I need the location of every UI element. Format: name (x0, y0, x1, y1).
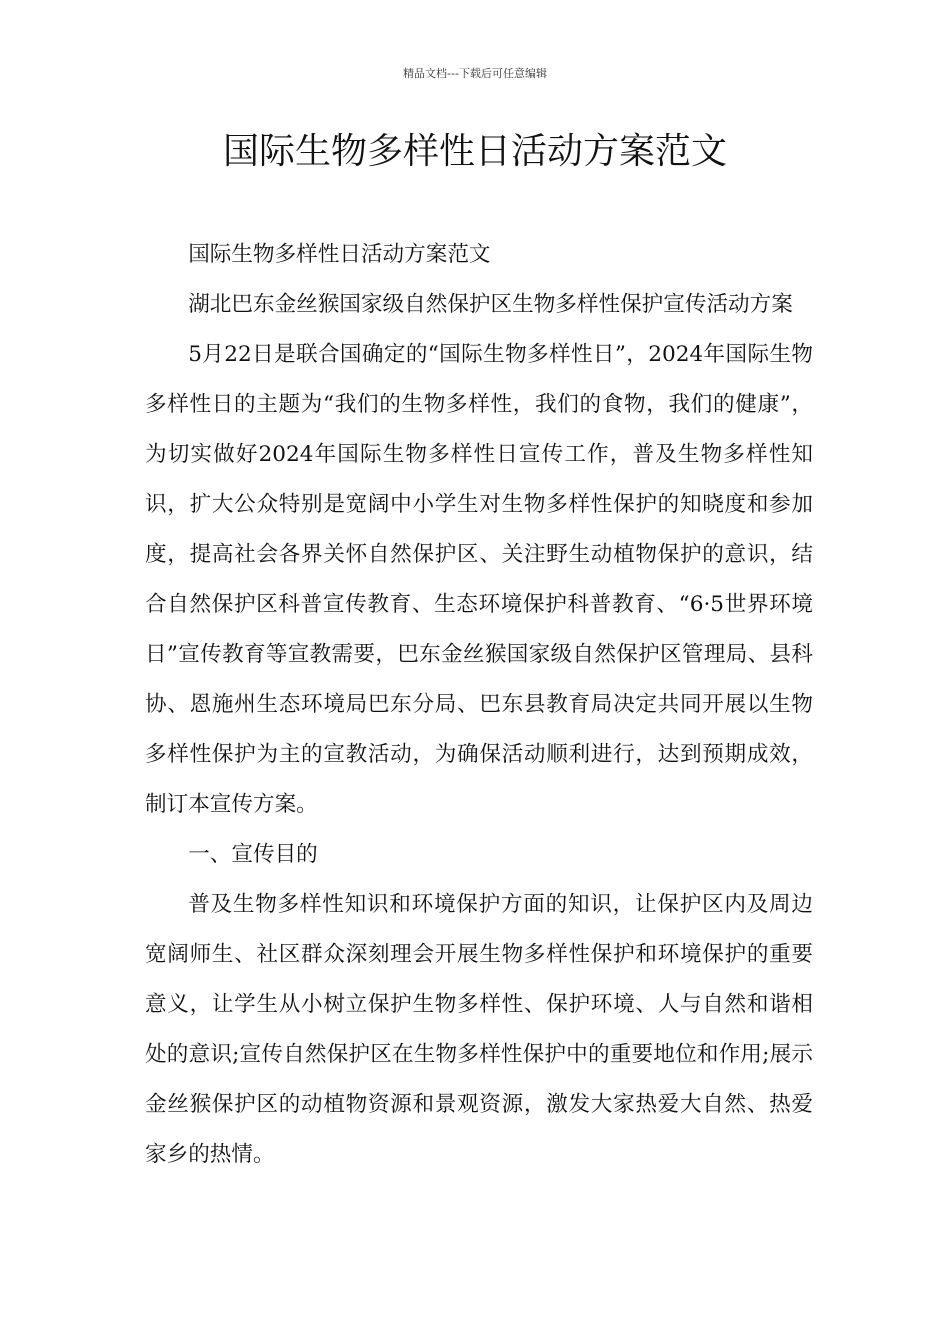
section-heading-purpose: 一、宣传目的 (188, 842, 318, 867)
document-title: 国际生物多样性日活动方案范文 (222, 131, 727, 172)
paragraph-doc-title: 国际生物多样性日活动方案范文 (188, 242, 491, 267)
header-note: 精品文档---下载后可任意编辑 (403, 67, 547, 80)
document-body (145, 230, 813, 1180)
paragraph-subtitle: 湖北巴东金丝猴国家级自然保护区生物多样性保护宣传活动方案 (188, 292, 793, 317)
paragraph-intro: 5月22日是联合国确定的“国际生物多样性日”，2024年国际生物多样性日的主题为“我们的生物多样性，我们的食物，我们的健康”，为切实做好2024年国际生物多样性日宣传工作，普及生物多样性知识，扩大公众特别是宽阔中小学生对生物多样性保护的知晓度和参加度，提高社会各界关怀自然保护区、关注野生动植物保护的意识，结合自然保护区科普宣传教育、生态环境保护科普教育、“6·5世界环境日”宣传教育等宣教需要，巴东金丝猴国家级自然保护区管理局、县科协、恩施州生态环境局巴东分局、巴东县教育局决定共同开展以生物多样性保护为主的宣教活动，为确保活动顺利进行，达到预期成效，制订本宣传方案。 (145, 342, 813, 817)
paragraph-purpose: 普及生物多样性知识和环境保护方面的知识，让保护区内及周边宽阔师生、社区群众深刻理会开展生物多样性保护和环境保护的重要意义，让学生从小树立保护生物多样性、保护环境、人与自然和谐相处的意识;宣传自然保护区在生物多样性保护中的重要地位和作用;展示金丝猴保护区的动植物资源和景观资源，激发大家热爱大自然、热爱家乡的热情。 (145, 892, 813, 1167)
